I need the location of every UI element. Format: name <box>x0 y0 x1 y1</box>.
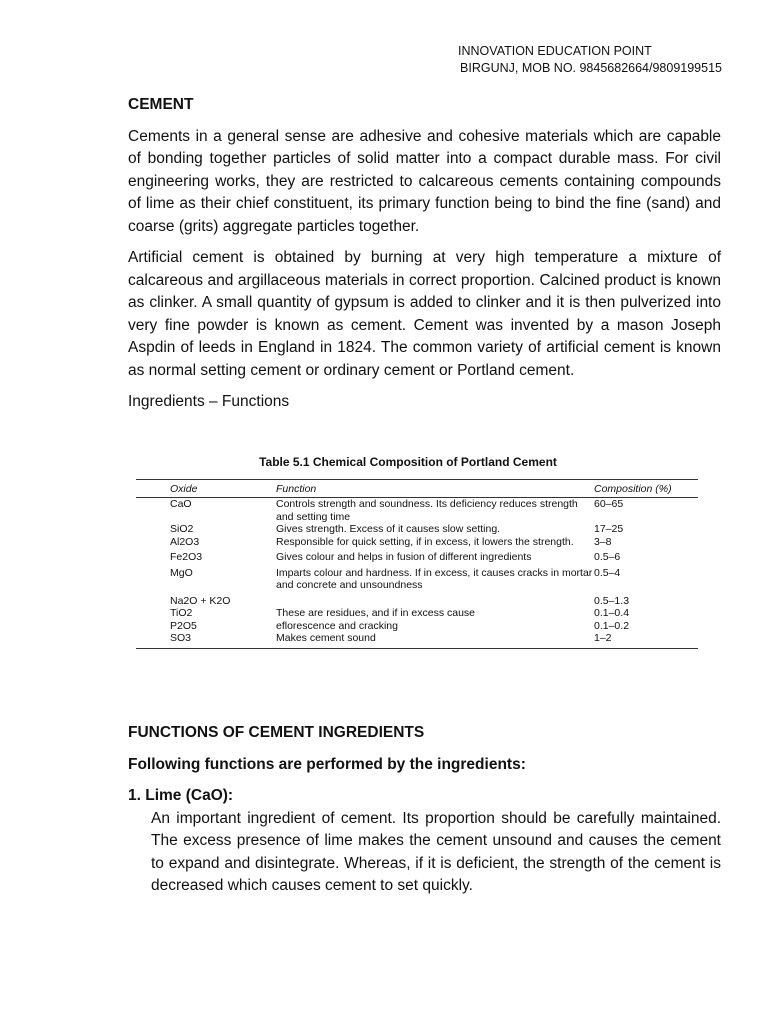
table-row <box>136 536 698 549</box>
cell-function <box>276 592 594 608</box>
cell-function: Gives colour and helps in fusion of different ingredients <box>276 551 532 563</box>
cell-composition: 0.1–0.2 <box>594 619 630 632</box>
table-row <box>136 523 698 536</box>
cell-composition: 0.5–1.3 <box>594 594 630 607</box>
cell-oxide: MgO <box>170 566 193 579</box>
cell-oxide: Na2O + K2O <box>170 594 231 607</box>
cell-oxide: P2O5 <box>170 619 197 632</box>
header-function: Function <box>276 480 594 498</box>
cell-oxide: SO3 <box>136 632 276 648</box>
item-lime-title: 1. Lime (CaO): <box>128 787 234 804</box>
cell-oxide: CaO <box>170 498 192 510</box>
cell-function: These are residues, and if in excess cause <box>276 607 476 619</box>
header-composition: Composition (%) <box>594 480 698 498</box>
table-row <box>136 632 698 648</box>
cell-oxide: Al2O3 <box>170 535 200 548</box>
table-row <box>136 620 698 633</box>
paragraph-artificial-cement: Artificial cement is obtained by burning at very high temperature a mixture of calcareous and argillaceous materials in correct proportion. Calcined product is known as clinker. A small quantity of gypsum is added to clinker and it is then pulverized into very fine powder is known as cement. Cement was invented by a mason Joseph Aspdin of leeds in England in 1824. The common variety of artificial cement is known as normal setting cement or ordinary cement or Portland cement. <box>128 249 721 379</box>
header-line-1: INNOVATION EDUCATION POINT <box>458 44 652 58</box>
item-lime-body: An important ingredient of cement. Its proportion should be carefully maintained. The excess presence of lime makes the cement unsound and causes the cement to expand and disintegrate. Whereas, if it is deficient, the strength of the cement is decreased which causes cement to set quickly. <box>151 809 721 894</box>
page-header <box>458 43 722 77</box>
paragraph-definition: Cements in a general sense are adhesive and cohesive materials which are capable of bonding together particles of solid matter into a compact durable mass. For civil engineering works, they are restricted to calcareous cements containing compounds of lime as their chief constituent, its primary function being to bind the fine (sand) and coarse (grits) aggregate particles together. <box>128 127 721 235</box>
cell-composition: 0.5–6 <box>594 551 621 563</box>
cell-oxide: Fe2O3 <box>170 551 203 563</box>
cell-composition: 60–65 <box>594 498 624 510</box>
header-line-2: BIRGUNJ, MOB NO. 9845682664/9809199515 <box>460 61 722 75</box>
cell-composition: 1–2 <box>594 632 698 648</box>
table-row <box>136 548 698 564</box>
cell-oxide: SiO2 <box>170 523 194 535</box>
cell-composition: 17–25 <box>594 523 624 535</box>
cell-function: Gives strength. Excess of it causes slow setting. <box>276 523 501 535</box>
cell-composition: 3–8 <box>594 535 612 548</box>
cell-function: Makes cement sound <box>276 632 594 648</box>
table-row <box>136 592 698 608</box>
cell-composition: 0.1–0.4 <box>594 607 630 619</box>
cell-function: Imparts colour and hardness. If in excess, it causes cracks in mortar and concrete and unsoundness <box>276 566 593 591</box>
functions-title: FUNCTIONS OF CEMENT INGREDIENTS <box>128 724 425 741</box>
cell-composition: 0.5–4 <box>594 566 621 579</box>
subheading-ingredients: Ingredients – Functions <box>128 393 290 410</box>
section-title: CEMENT <box>128 96 194 113</box>
intro-section <box>128 94 721 423</box>
cell-oxide: TiO2 <box>170 607 193 619</box>
composition-table <box>136 479 698 649</box>
functions-section <box>128 722 721 898</box>
functions-intro: Following functions are performed by the ingredients: <box>128 755 526 773</box>
table-title: Table 5.1 Chemical Composition of Portland Cement <box>259 455 557 469</box>
cell-function: eflorescence and cracking <box>276 619 398 632</box>
composition-table-block <box>136 455 698 649</box>
table-row <box>136 607 698 620</box>
table-row <box>136 498 698 524</box>
cell-function: Responsible for quick setting, if in excess, it lowers the strength. <box>276 535 574 548</box>
cell-function: Controls strength and soundness. Its deficiency reduces strength and setting time <box>276 498 578 523</box>
table-row <box>136 564 698 592</box>
header-oxide: Oxide <box>136 480 276 498</box>
